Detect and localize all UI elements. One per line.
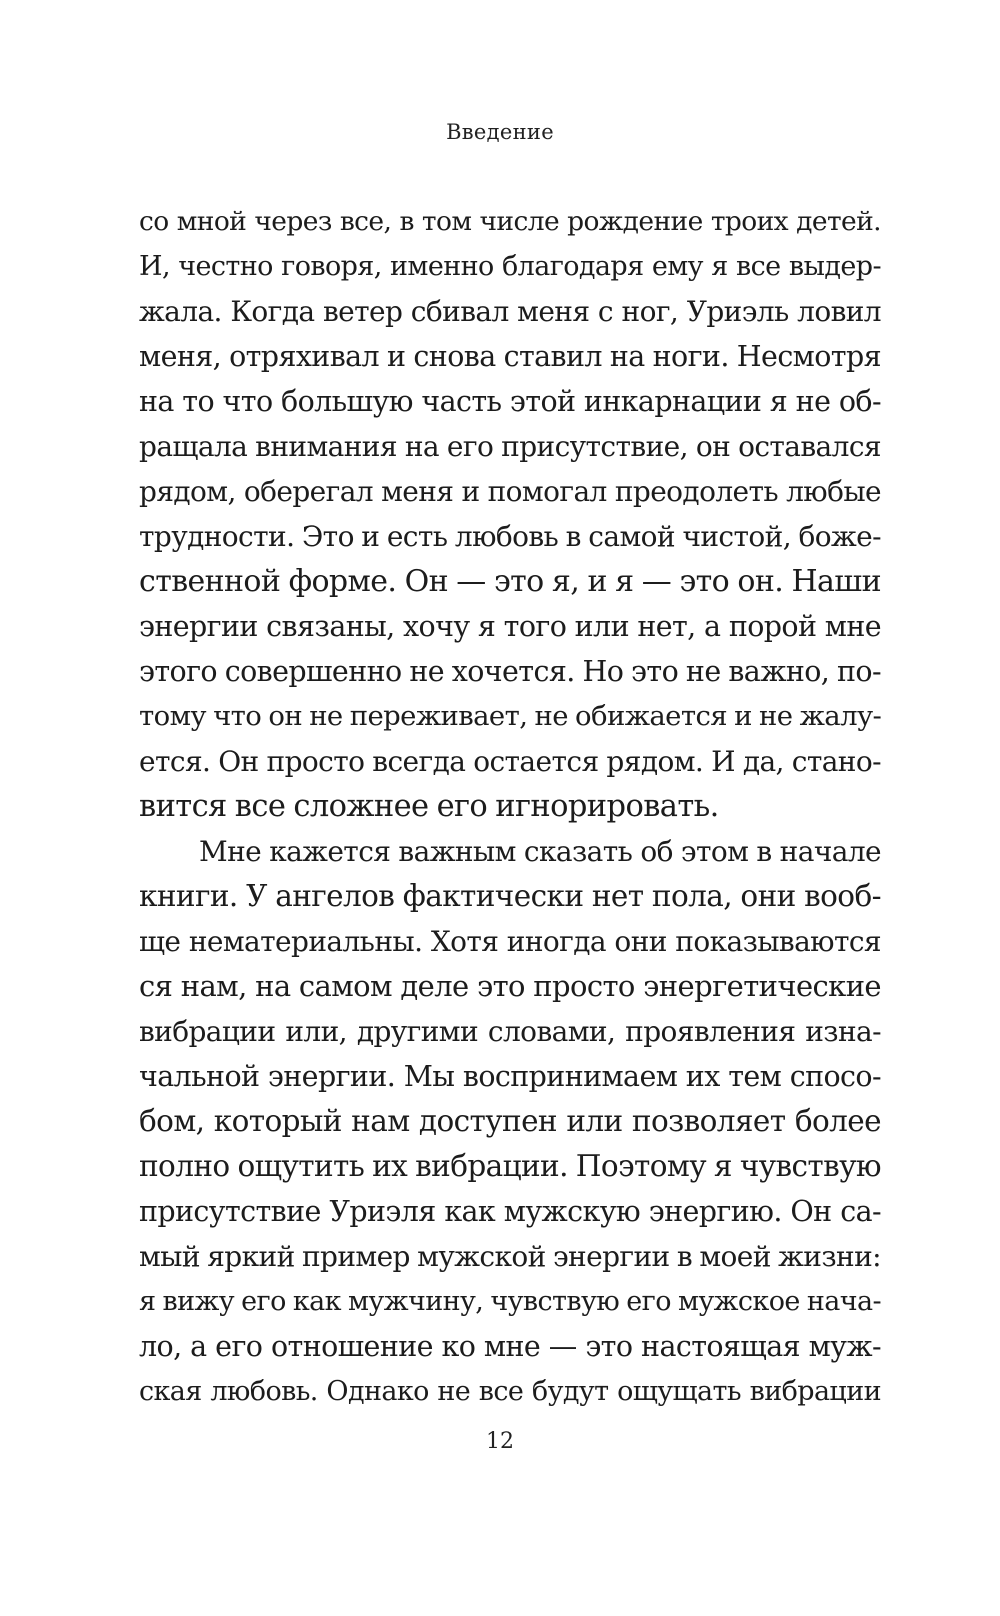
body-text [139,199,881,1414]
text-line: ще нематериальны. Хотя иногда они показываются [139,925,881,958]
text-line: ся нам, на самом деле это просто энергетические [139,969,881,1003]
text-line: бом, который нам доступен или позволяет более [139,1104,881,1138]
running-head: Введение [446,120,554,144]
text-line: мый яркий пример мужской энергии в моей жизни: [139,1240,881,1273]
text-line: я вижу его как мужчину, чувствую его мужское нача- [139,1286,881,1317]
text-line: ло, а его отношение ко мне — это настоящая муж- [139,1330,881,1363]
text-line: этого совершенно не хочется. Но это не важно, по- [139,655,881,688]
text-line: вится все сложнее его игнорировать. [139,789,719,824]
text-line: ственной форме. Он — это я, и я — это он. Наши [139,564,881,599]
text-line: чальной энергии. Мы воспринимаем их тем спосо- [139,1060,881,1093]
text-line: присутствие Уриэля как мужскую энергию. Он са- [139,1195,881,1228]
text-line: тому что он не переживает, не обижается и не жалу- [139,700,882,732]
text-line: меня, отряхивал и снова ставил на ноги. Несмотря [139,340,881,373]
page-number: 12 [486,1429,514,1454]
text-line: ется. Он просто всегда остается рядом. И да, стано- [139,745,881,778]
text-line: рядом, оберегал меня и помогал преодолеть любые [139,475,881,508]
text-line: ращала внимания на его присутствие, он оставался [139,430,881,463]
text-line: со мной через все, в том числе рождение троих детей. [139,206,881,237]
text-line: ская любовь. Однако не все будут ощущать вибрации [139,1376,881,1407]
text-line: жала. Когда ветер сбивал меня с ног, Уриэль ловил [139,295,881,328]
text-line: энергии связаны, хочу я того или нет, а порой мне [139,610,881,643]
text-line: полно ощутить их вибрации. Поэтому я чувствую [139,1149,881,1183]
text-line: вибрации или, другими словами, проявления изна- [139,1015,881,1048]
text-line: книги. У ангелов фактически нет пола, они вооб- [139,879,881,913]
text-line: И, честно говоря, именно благодаря ему я все выдер- [139,251,881,282]
text-line: трудности. Это и есть любовь в самой чистой, боже- [139,520,881,553]
text-line: Мне кажется важным сказать об этом в начале [199,835,881,868]
text-line: на то что большую часть этой инкарнации я не об- [139,385,881,418]
